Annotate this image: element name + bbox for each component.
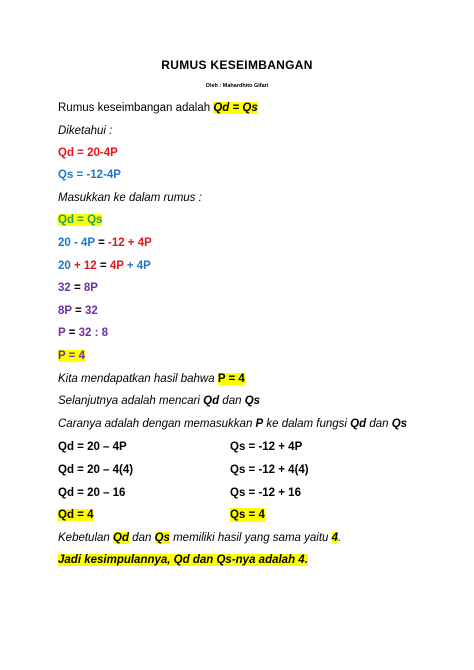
kita-line <box>58 372 245 386</box>
caranya-p: P <box>255 418 264 430</box>
calc-right: Qs = -12 + 4(4) <box>230 464 309 476</box>
step-3-op1: + <box>70 260 84 272</box>
calc-row <box>58 463 309 477</box>
step-4-equals: = <box>70 282 84 294</box>
kebetulan-dan: dan <box>128 532 155 544</box>
selanjutnya-qd: Qd <box>203 395 220 407</box>
conclusion-line <box>58 553 308 567</box>
caranya-line <box>58 417 407 431</box>
calc-right: Qs = 4 <box>230 509 265 521</box>
calc-row <box>58 486 301 500</box>
page-title: RUMUS KESEIMBANGAN <box>161 58 313 72</box>
selanjutnya-text: Selanjutnya adalah mencari <box>58 395 204 407</box>
step-3-b: 12 <box>83 260 97 272</box>
step-2-equals: = <box>94 237 108 249</box>
calc-row <box>58 440 303 454</box>
step-4 <box>58 281 98 295</box>
kebetulan-end: . <box>338 532 342 544</box>
step-6-a: P <box>58 327 66 339</box>
step-5-b: 32 <box>84 305 98 317</box>
step-4-a: 32 <box>58 282 71 294</box>
step-2 <box>58 236 152 250</box>
caranya-qd: Qd <box>350 418 367 430</box>
selanjutnya-line <box>58 394 260 408</box>
caranya-text: Caranya adalah dengan memasukkan <box>58 418 256 430</box>
calc-right: Qs = -12 + 16 <box>230 487 301 499</box>
kebetulan-line <box>58 531 341 545</box>
kita-text: Kita mendapatkan hasil bahwa <box>58 373 218 385</box>
kebetulan-val: 4 <box>331 532 339 544</box>
step-6-equals: = <box>65 327 79 339</box>
intro-line <box>58 101 258 115</box>
calc-left: Qd = 4 <box>58 509 94 521</box>
kebetulan-qd: Qd <box>113 532 129 544</box>
step-3 <box>58 259 151 273</box>
calc-right: Qs = -12 + 4P <box>230 441 303 453</box>
selanjutnya-qs: Qs <box>244 395 261 407</box>
kebetulan-text2: memiliki hasil yang sama yaitu <box>169 532 332 544</box>
kebetulan-qs: Qs <box>154 532 170 544</box>
step-3-op2: + <box>123 260 137 272</box>
calc-row <box>58 508 265 522</box>
caranya-qs: Qs <box>391 418 408 430</box>
step-3-equals: = <box>96 260 110 272</box>
qd-equation: Qd = 20-4P <box>58 147 118 159</box>
step-3-a: 20 <box>58 260 71 272</box>
calc-left: Qd = 20 – 4P <box>58 441 127 453</box>
conclusion-text: Jadi kesimpulannya, Qd dan Qs-nya adalah 4. <box>58 554 308 566</box>
step-6 <box>58 326 108 340</box>
step-1 <box>58 213 102 227</box>
step-3-d: 4P <box>136 260 151 272</box>
diketahui-label: Diketahui : <box>58 125 113 137</box>
kebetulan-text1: Kebetulan <box>58 532 113 544</box>
intro-formula: Qd = Qs <box>213 102 258 114</box>
step-1-formula: Qd = Qs <box>58 214 103 226</box>
step-2-right: -12 + 4P <box>107 237 152 249</box>
step-4-b: 8P <box>83 282 98 294</box>
qs-equation: Qs = -12-4P <box>58 169 121 181</box>
step-7-result: P = 4 <box>58 350 85 362</box>
step-6-b: 32 : 8 <box>78 327 108 339</box>
step-5 <box>58 304 98 318</box>
masukkan-label: Masukkan ke dalam rumus : <box>58 192 202 204</box>
caranya-mid: ke dalam fungsi <box>263 418 351 430</box>
step-5-a: 8P <box>58 305 72 317</box>
intro-text: Rumus keseimbangan adalah <box>58 102 214 114</box>
selanjutnya-dan: dan <box>219 395 245 407</box>
author-byline: Oleh : Mahardhito Gifari <box>205 83 269 89</box>
step-3-c: 4P <box>109 260 124 272</box>
kita-value: P = 4 <box>217 373 245 385</box>
caranya-dan: dan <box>366 418 392 430</box>
calc-left: Qd = 20 – 4(4) <box>58 464 134 476</box>
step-2-left: 20 - 4P <box>58 237 95 249</box>
step-5-equals: = <box>71 305 85 317</box>
calc-left: Qd = 20 – 16 <box>58 487 126 499</box>
step-7 <box>58 349 85 363</box>
